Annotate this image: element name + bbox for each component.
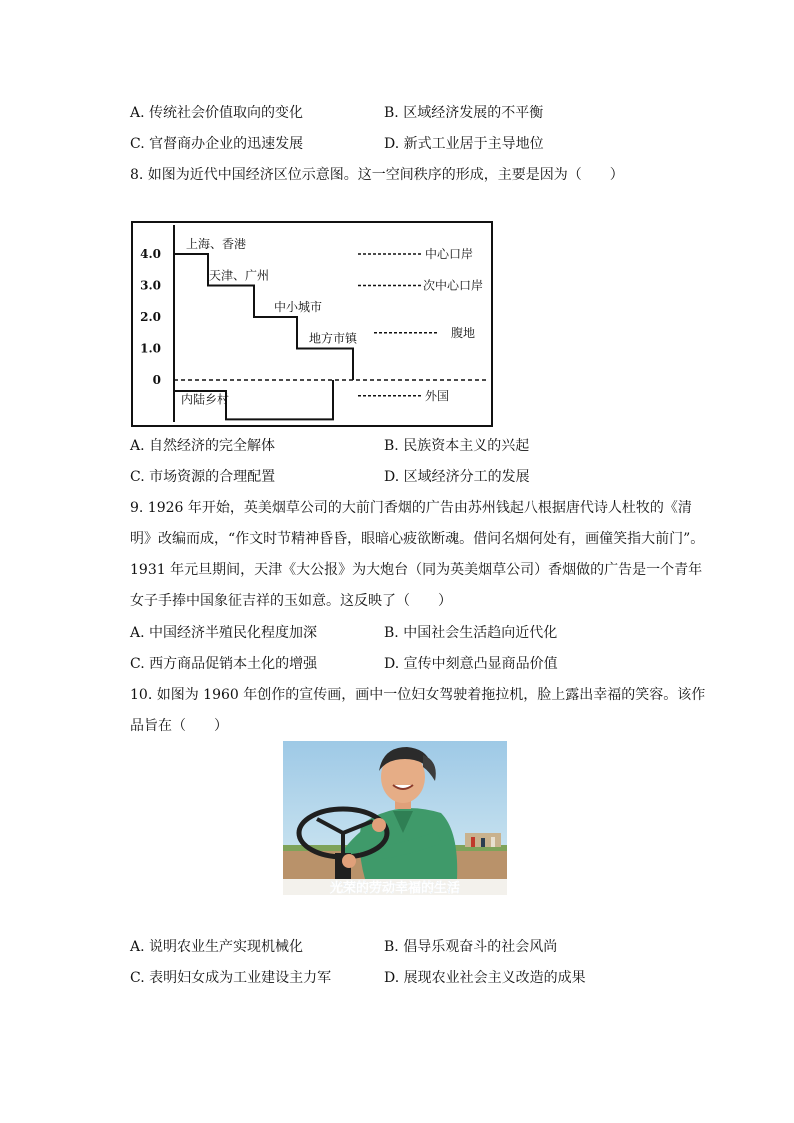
q10-stem-line-2: 品旨在（ ） bbox=[130, 718, 228, 734]
q10-option-b: B. 倡导乐观奋斗的社会风尚 bbox=[384, 939, 558, 955]
y-tick-label: 3.0 bbox=[140, 278, 161, 293]
q9-stem-line-1: 9. 1926 年开始，英美烟草公司的大前门香烟的广告由苏州钱起八根据唐代诗人杜牧的《清 bbox=[130, 500, 692, 516]
step-label: 上海、香港 bbox=[186, 237, 247, 251]
legend-label: 腹地 bbox=[451, 325, 476, 340]
q7-option-b: B. 区域经济发展的不平衡 bbox=[384, 105, 544, 121]
propaganda-poster bbox=[283, 741, 507, 895]
legend-label: 中心口岸 bbox=[425, 247, 474, 261]
q8-option-b: B. 民族资本主义的兴起 bbox=[384, 438, 530, 454]
q7-option-a: A. 传统社会价值取向的变化 bbox=[130, 105, 304, 121]
q9-option-c: C. 西方商品促销本土化的增强 bbox=[130, 656, 318, 672]
legend-label: 外国 bbox=[425, 388, 450, 403]
step-label: 天津、广州 bbox=[209, 268, 270, 283]
q10-option-d: D. 展现农业社会主义改造的成果 bbox=[384, 970, 586, 986]
q10-option-a: A. 说明农业生产实现机械化 bbox=[130, 939, 304, 955]
q7-option-c: C. 官督商办企业的迅速发展 bbox=[130, 136, 304, 152]
y-tick-label: 2.0 bbox=[140, 310, 161, 324]
q10-stem-line-1: 10. 如图为 1960 年创作的宣传画，画中一位妇女驾驶着拖拉机，脸上露出幸福的笑容。该作 bbox=[130, 687, 706, 703]
economic-zone-chart bbox=[131, 221, 493, 427]
y-tick-label: 1.0 bbox=[140, 341, 161, 356]
q8-option-d: D. 区域经济分工的发展 bbox=[384, 469, 530, 485]
poster-caption: 光荣的劳动幸福的生活 bbox=[329, 881, 461, 895]
step-label: 内陆乡村 bbox=[181, 392, 230, 407]
y-tick-label: 0 bbox=[152, 373, 161, 387]
q9-stem-line-3: 1931 年元旦期间，天津《大公报》为大炮台（同为英美烟草公司）香烟做的广告是一个青年 bbox=[130, 562, 703, 578]
q9-stem-line-2: 明》改编而成，“作文时节精神昏昏，眼暗心疲欲断魂。借问名烟何处有，画僮笑指大前门”。 bbox=[130, 531, 705, 547]
step-label: 中小城市 bbox=[274, 300, 323, 314]
q8-option-a: A. 自然经济的完全解体 bbox=[130, 438, 276, 454]
legend-label: 次中心口岸 bbox=[423, 278, 484, 293]
q9-stem-line-4: 女子手捧中国象征吉祥的玉如意。这反映了（ ） bbox=[130, 593, 452, 609]
q9-option-d: D. 宣传中刻意凸显商品价值 bbox=[384, 656, 558, 672]
step-label: 地方市镇 bbox=[309, 331, 358, 346]
q9-option-b: B. 中国社会生活趋向近代化 bbox=[384, 625, 558, 641]
q7-option-d: D. 新式工业居于主导地位 bbox=[384, 136, 544, 152]
q9-option-a: A. 中国经济半殖民化程度加深 bbox=[130, 625, 318, 641]
q8-option-c: C. 市场资源的合理配置 bbox=[130, 469, 276, 485]
q8-stem: 8. 如图为近代中国经济区位示意图。这一空间秩序的形成，主要是因为（ ） bbox=[130, 167, 624, 183]
q10-option-c: C. 表明妇女成为工业建设主力军 bbox=[130, 970, 332, 986]
y-tick-label: 4.0 bbox=[140, 247, 161, 261]
